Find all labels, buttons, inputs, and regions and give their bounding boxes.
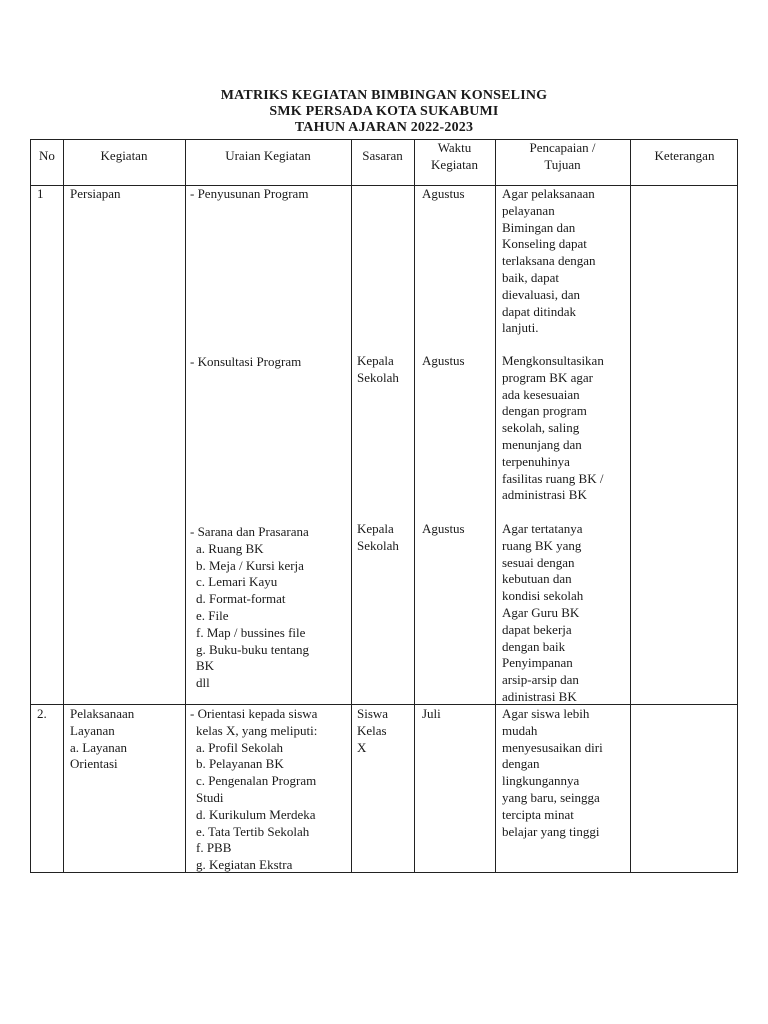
row-divider <box>31 704 737 705</box>
row1-item3-sasaran: Kepala Sekolah <box>357 521 399 553</box>
header-kegiatan: Kegiatan <box>100 148 148 163</box>
row1-item2-uraian: - Konsultasi Program <box>190 354 302 369</box>
doc-title-line2: SMK PERSADA KOTA SUKABUMI <box>269 104 499 119</box>
row1-item1-uraian: - Penyusunan Program <box>190 186 309 201</box>
col-divider <box>414 140 415 872</box>
col-divider <box>63 140 64 872</box>
header-uraian-kegiatan: Uraian Kegiatan <box>225 148 311 163</box>
row2-kegiatan: Pelaksanaan Layanan a. Layanan Orientasi <box>70 706 135 772</box>
row1-item3-tujuan: Agar tertatanya ruang BK yang sesuai dengan kebutuan dan kondisi sekolah Agar Guru BK dapat bekerja dengan baik Penyimpanan arsip-arsip dan adinistrasi BK <box>502 521 584 704</box>
header-pencapaian-tujuan: Pencapaian / Tujuan <box>529 140 596 172</box>
row1-item1-tujuan: Agar pelaksanaan pelayanan Bimingan dan Konseling dapat terlaksana dengan baik, dapat dievaluasi, dan dapat ditindak lanjuti. <box>502 186 596 336</box>
header-keterangan: Keterangan <box>654 148 715 163</box>
row1-item2-sasaran: Kepala Sekolah <box>357 353 399 385</box>
header-sasaran: Sasaran <box>362 148 403 163</box>
row1-item3-uraian: - Sarana dan Prasarana a. Ruang BK b. Meja / Kursi kerja c. Lemari Kayu d. Format-format e. File f. Map / bussines file g. Buku-buku tentang BK dll <box>190 524 310 691</box>
row1-item3-waktu: Agustus <box>422 521 465 536</box>
row2-no: 2. <box>37 706 47 721</box>
col-divider <box>495 140 496 872</box>
row2-tujuan: Agar siswa lebih mudah menyesusaikan diri dengan lingkungannya yang baru, seingga tercipta minat belajar yang tinggi <box>502 706 603 839</box>
activity-matrix-table <box>30 139 738 873</box>
header-no: No <box>39 148 55 163</box>
row2-sasaran: Siswa Kelas X <box>357 706 389 755</box>
row-divider <box>31 185 737 186</box>
doc-title-line1: MATRIKS KEGIATAN BIMBINGAN KONSELING <box>220 88 548 103</box>
doc-title-line3: TAHUN AJARAN 2022-2023 <box>294 120 474 135</box>
col-divider <box>630 140 631 872</box>
col-divider <box>185 140 186 872</box>
col-divider <box>351 140 352 872</box>
row1-kegiatan: Persiapan <box>70 186 121 201</box>
header-waktu-kegiatan: Waktu Kegiatan <box>431 140 478 172</box>
row2-waktu: Juli <box>422 706 441 721</box>
row2-uraian: - Orientasi kepada siswa kelas X, yang meliputi: a. Profil Sekolah b. Pelayanan BK c. Pengenalan Program Studi d. Kurikulum Merdeka e. Tata Tertib Sekolah f. PBB g. Kegiatan Ekstra <box>190 706 318 873</box>
row1-item2-tujuan: Mengkonsultasikan program BK agar ada kesesuaian dengan program sekolah, saling menunjang dan terpenuhinya fasilitas ruang BK / administrasi BK <box>502 353 604 503</box>
row1-item2-waktu: Agustus <box>422 353 465 368</box>
row1-no: 1 <box>37 186 44 201</box>
row1-item1-waktu: Agustus <box>422 186 465 201</box>
